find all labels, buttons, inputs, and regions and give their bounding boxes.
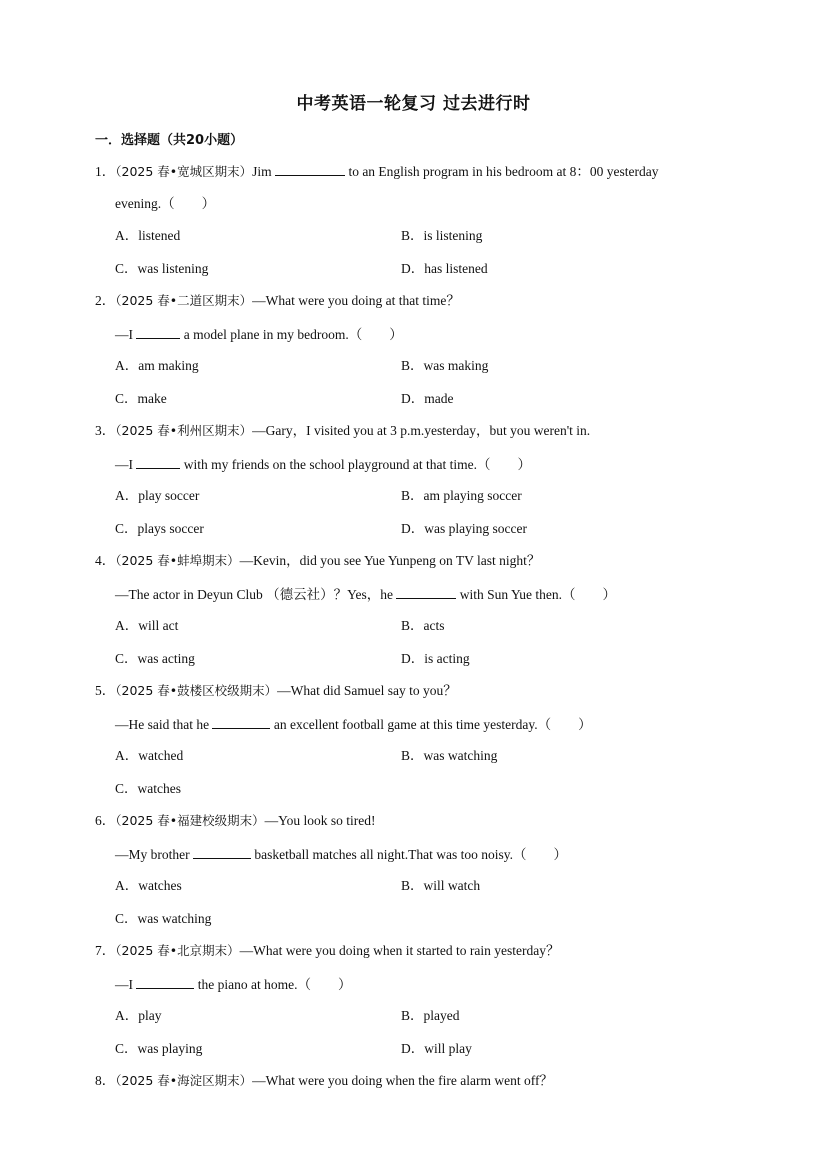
answer-blank [396, 584, 456, 599]
option-a: A．listened [115, 228, 181, 243]
option-b: B．will watch [401, 878, 481, 893]
answer-blank [193, 844, 251, 859]
option-d: D．is acting [401, 651, 470, 666]
question-2-answer-line: —I a model plane in my bedroom.（ ） [115, 324, 403, 345]
question-3: 3．（2025 春•利州区期末）—Gary，I visited you at 3 p.m.yesterday，but you weren't in. [95, 423, 591, 438]
option-a: A．watches [115, 878, 182, 893]
page-title: 中考英语一轮复习 过去进行时 [296, 94, 531, 114]
question-6-answer-line: —My brother basketball matches all night.That was too noisy.（ ） [115, 844, 567, 865]
option-a: A．am making [115, 358, 199, 373]
option-b: B．acts [401, 618, 445, 633]
option-a: A．watched [115, 748, 184, 763]
question-1-cont: evening.（ ） [115, 196, 216, 211]
question-6: 6．（2025 春•福建校级期末）—You look so tired! [95, 813, 376, 828]
option-d: D．made [401, 391, 454, 406]
option-b: B．is listening [401, 228, 483, 243]
option-d: D．has listened [401, 261, 488, 276]
option-d: D．was playing soccer [401, 521, 527, 536]
option-a: A．play soccer [115, 488, 200, 503]
option-c: C．was acting [115, 651, 195, 666]
option-b: B．was making [401, 358, 489, 373]
option-a: A．will act [115, 618, 179, 633]
option-c: C．plays soccer [115, 521, 204, 536]
option-b: B．played [401, 1008, 460, 1023]
answer-blank [136, 324, 180, 339]
option-c: C．watches [115, 781, 181, 796]
question-4-answer-line: —The actor in Deyun Club （德云社）？Yes，he with Sun Yue then.（ ） [115, 584, 616, 605]
option-c: C．was playing [115, 1041, 203, 1056]
question-1: 1．（2025 春•宽城区期末）Jim to an English program in his bedroom at 8：00 yesterday [95, 161, 659, 182]
answer-blank [136, 454, 180, 469]
option-b: B．am playing soccer [401, 488, 522, 503]
option-c: C．make [115, 391, 167, 406]
question-3-answer-line: —I with my friends on the school playground at that time.（ ） [115, 454, 531, 475]
option-a: A．play [115, 1008, 162, 1023]
section-heading: 一．选择题（共20小题） [95, 133, 244, 148]
option-c: C．was listening [115, 261, 209, 276]
answer-blank [212, 714, 270, 729]
option-b: B．was watching [401, 748, 498, 763]
question-2: 2．（2025 春•二道区期末）—What were you doing at that time？ [95, 293, 460, 308]
question-4: 4．（2025 春•蚌埠期末）—Kevin，did you see Yue Yunpeng on TV last night？ [95, 553, 541, 568]
question-8: 8．（2025 春•海淀区期末）—What were you doing when the fire alarm went off？ [95, 1073, 553, 1088]
question-5-answer-line: —He said that he an excellent football game at this time yesterday.（ ） [115, 714, 592, 735]
answer-blank [136, 974, 194, 989]
question-5: 5．（2025 春•鼓楼区校级期末）—What did Samuel say to you？ [95, 683, 457, 698]
question-7: 7．（2025 春•北京期末）—What were you doing when it started to rain yesterday？ [95, 943, 560, 958]
question-7-answer-line: —I the piano at home.（ ） [115, 974, 351, 995]
option-d: D．will play [401, 1041, 472, 1056]
option-c: C．was watching [115, 911, 212, 926]
answer-blank [275, 161, 345, 176]
